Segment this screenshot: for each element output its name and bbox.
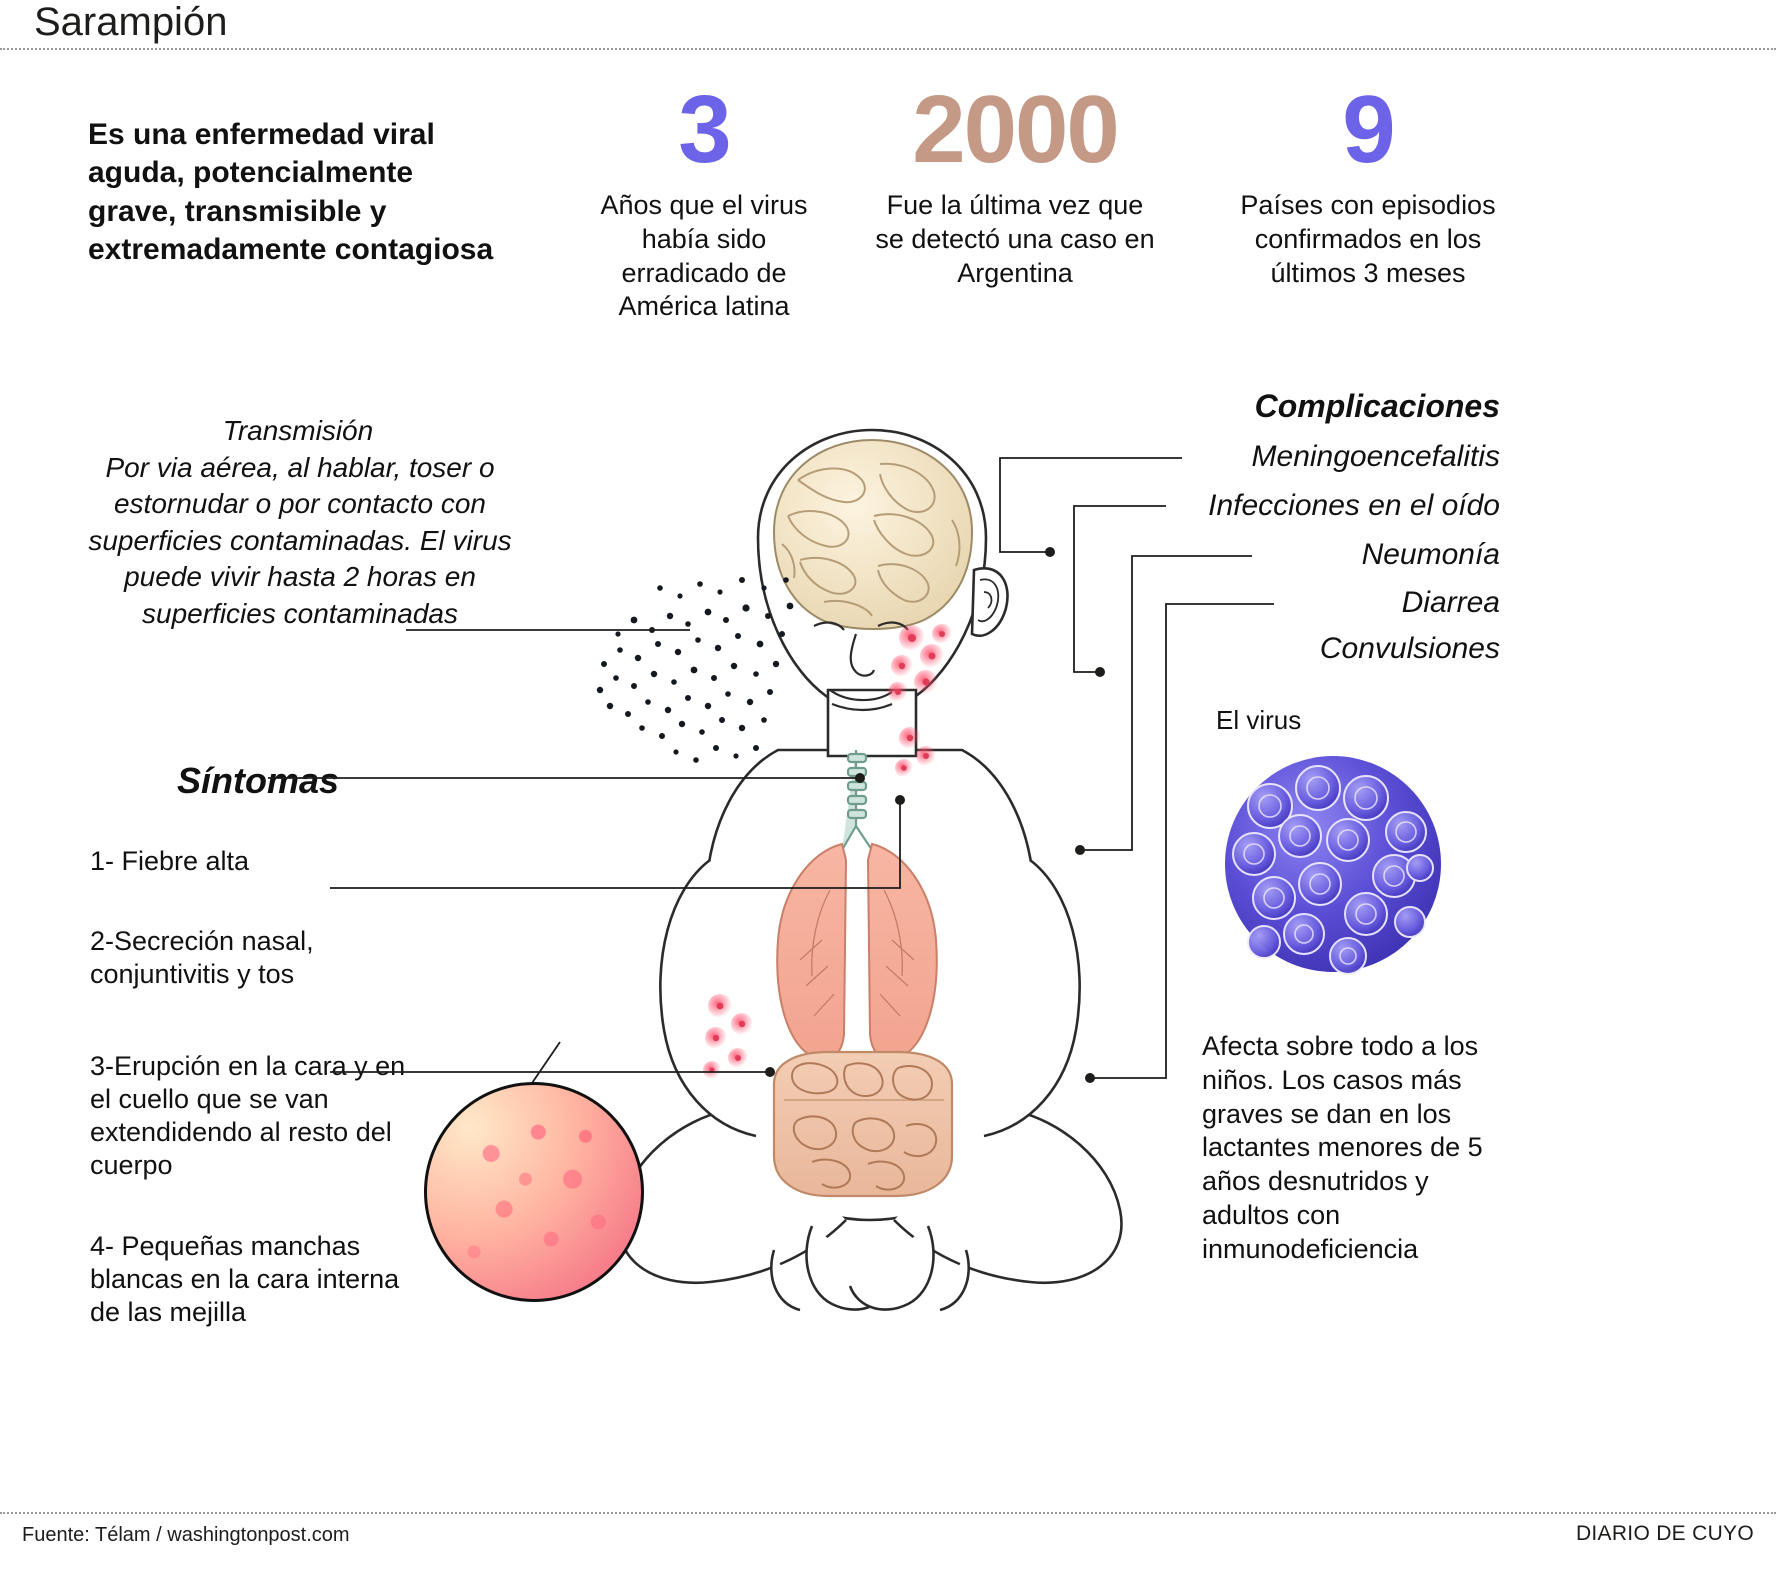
stat-block: [1218, 76, 1518, 290]
stat-label: Años que el virus había sido erradicado de América latina: [600, 190, 808, 322]
complication-item: Infecciones en el oído: [1208, 489, 1500, 522]
transmision-heading: Transmisión: [222, 415, 374, 446]
transmision-text: Por via aérea, al hablar, toser o estornudar o por contacto con superficies contaminadas. El virus puede vivir hasta 2 horas en superficies contaminadas: [88, 452, 512, 629]
stat-number: 2000: [912, 76, 1118, 183]
baby-anatomy-illustration: [560, 420, 1180, 1330]
stat-number: 3: [678, 76, 730, 183]
footer-divider: [0, 1512, 1776, 1514]
lead-paragraph: Es una enfermedad viral aguda, potencialmente grave, transmisible y extremadamente contagiosa: [88, 118, 494, 267]
stat-label: Países con episodios confirmados en los últimos 3 meses: [1240, 190, 1496, 288]
header: [0, 0, 1776, 52]
virus-caption: Afecta sobre todo a los niños. Los casos más graves se dan en los lactantes menores de 5 años desnutridos y adultos con inmunodeficiencia: [1202, 1031, 1483, 1264]
complication-item: Diarrea: [1401, 586, 1500, 619]
stat-block: [576, 76, 832, 324]
stat-number: 9: [1342, 76, 1394, 183]
symptom-item: 3-Erupción en la cara y en el cuello que se van extendidendo al resto del cuerpo: [90, 1051, 406, 1180]
sintomas-heading: Síntomas: [176, 760, 340, 801]
header-divider: [0, 48, 1776, 50]
symptom-item: 1- Fiebre alta: [90, 846, 250, 876]
source-credit: Fuente: Télam / washingtonpost.com: [22, 1524, 350, 1546]
complication-item: Meningoencefalitis: [1251, 440, 1500, 473]
complication-item: Convulsiones: [1319, 632, 1500, 665]
complicaciones-heading: Complicaciones: [1254, 388, 1500, 424]
stat-label: Fue la última vez que se detectó una caso en Argentina: [875, 190, 1155, 288]
virus-illustration: [1208, 736, 1458, 992]
stat-block: [870, 76, 1160, 290]
complication-item: Neumonía: [1361, 538, 1500, 571]
rash-detail-circle: [424, 1082, 644, 1302]
brand-name: DIARIO DE CUYO: [1575, 1522, 1754, 1545]
symptom-item: 4- Pequeñas manchas blancas en la cara interna de las mejilla: [90, 1231, 400, 1327]
page-title: Sarampión: [34, 0, 228, 44]
virus-label: El virus: [1216, 705, 1302, 735]
symptom-item: 2-Secreción nasal, conjuntivitis y tos: [90, 926, 314, 989]
